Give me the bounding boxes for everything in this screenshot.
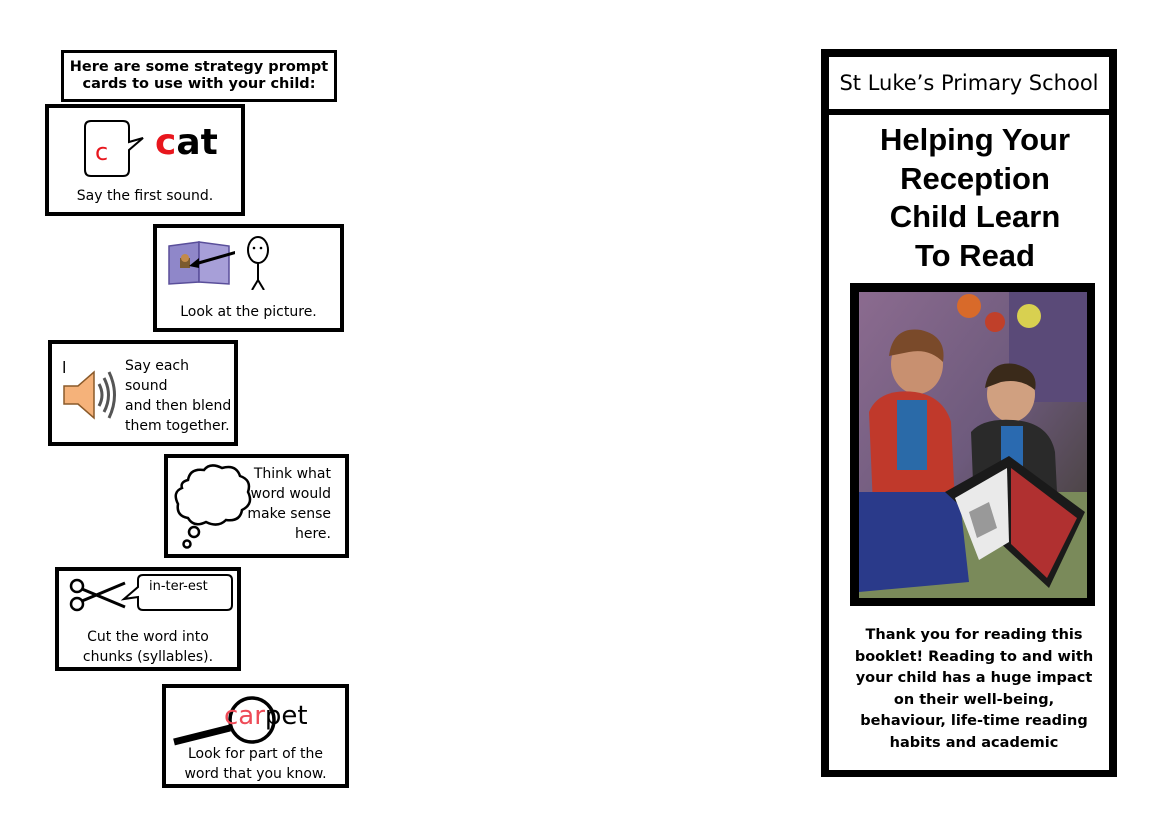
card-line: and then blend — [125, 398, 232, 414]
thought-cloud-icon — [172, 462, 254, 554]
card-line: here. — [295, 526, 331, 542]
word-rest: at — [176, 122, 218, 163]
thanks-line: Thank you for reading this — [865, 627, 1083, 643]
card-line: Say each sound — [125, 358, 189, 394]
thanks-line: on their well-being, — [893, 691, 1055, 708]
bubble-letter: c — [95, 138, 109, 166]
card-caption: Say the first sound. — [76, 188, 214, 204]
card-line: them together. — [125, 418, 230, 434]
title-line: Reception — [900, 160, 1050, 196]
card-line: chunks (syllables). — [82, 649, 214, 665]
example-word — [155, 122, 218, 164]
thanks-line: booklet! Reading to and with — [854, 648, 1094, 665]
card-line: Look for part of the — [187, 746, 324, 762]
word-highlight: c — [155, 122, 177, 163]
prompt-card-think — [164, 454, 349, 558]
thanks-line: your child has a huge impact — [855, 670, 1093, 686]
card-text — [125, 356, 234, 436]
intro-line: Here are some strategy prompt — [69, 59, 329, 75]
scissors-icon — [69, 577, 127, 613]
card-line: word would — [250, 486, 331, 502]
title-line: Helping Your — [879, 122, 1071, 157]
title-line: To Read — [915, 237, 1035, 273]
prompt-card-first-sound — [45, 104, 245, 216]
card-line: word that you know. — [184, 766, 327, 782]
card-text — [166, 744, 345, 784]
card-text — [59, 627, 237, 667]
intro-heading — [61, 50, 337, 102]
sound-letter: l — [62, 358, 67, 377]
card-text — [247, 464, 331, 544]
prompt-card-blend — [48, 340, 238, 446]
title-line: Child Learn — [889, 199, 1061, 234]
person-icon — [245, 236, 271, 290]
speaker-icon — [62, 366, 118, 424]
intro-line: cards to use with your child: — [82, 76, 316, 92]
card-line: make sense — [247, 506, 331, 522]
thanks-line: behaviour, life-time reading — [860, 713, 1088, 729]
speech-bubble-icon — [83, 118, 155, 180]
word-highlight: car — [224, 701, 265, 731]
children-reading-photo — [859, 292, 1087, 598]
prompt-card-chunk — [55, 567, 241, 671]
card-line: Cut the word into — [87, 629, 209, 645]
thanks-line: habits and academic — [889, 734, 1059, 751]
card-caption: Look at the picture. — [180, 304, 317, 320]
booklet-title — [829, 121, 1121, 275]
thanks-message — [829, 625, 1119, 754]
book-picture-icon — [165, 238, 235, 286]
bubble-text: in-ter-est — [149, 579, 208, 594]
word-rest: pet — [264, 701, 308, 731]
card-line: Think what — [253, 466, 331, 482]
prompt-card-picture — [153, 224, 344, 332]
example-word — [224, 700, 308, 732]
prompt-card-part-word — [162, 684, 349, 788]
school-name: St Luke’s Primary School — [829, 57, 1109, 109]
